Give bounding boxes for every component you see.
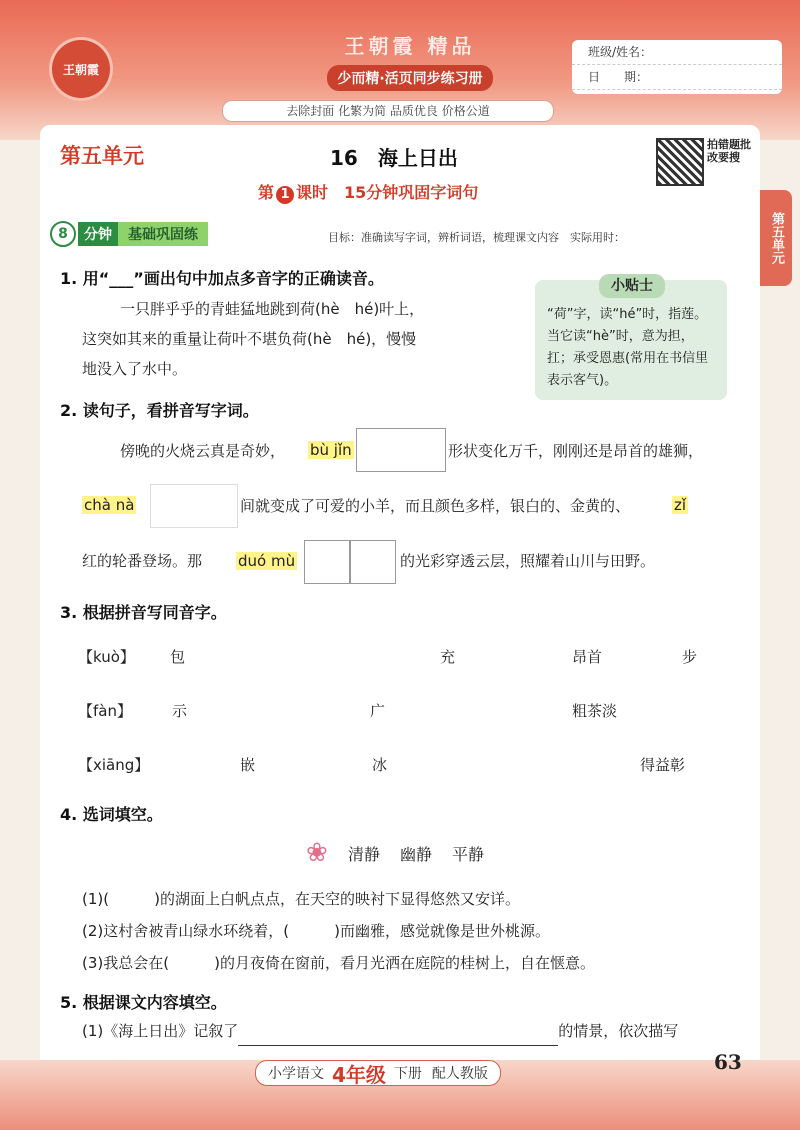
q3-pinyin-kuo: 【kuò】 [78,648,135,666]
q1-line-2: 这突如其来的重量让荷叶不堪负荷(hè hé)，慢慢 [82,330,417,348]
qr-code-icon[interactable] [656,138,704,186]
q2-line-2: 间就变成了可爱的小羊，而且颜色多样，银白的、金黄的、 [240,497,631,515]
q3-item: 得益彰 [640,756,686,774]
period-heading [258,180,478,204]
q3-item: 充 [440,648,456,666]
q3-item: 步 [682,648,698,666]
tip-box [535,280,727,400]
q3-item: 粗茶淡 [572,702,618,720]
qr-label: 拍错题批改要搜 [707,138,751,164]
q1-line-1: 一只胖乎乎的青蛙猛地跳到荷(hè hé)叶上， [120,300,425,318]
section-minutes-number: 8 [50,221,76,247]
answer-box-chana[interactable] [150,484,238,528]
q5-text-a: (1)《海上日出》记叙了 [82,1022,239,1040]
q3-item: 昂首 [572,648,603,666]
period-number: 1 [276,186,294,204]
pinyin-zi: zǐ [674,496,687,514]
q3-item: 冰 [372,756,388,774]
lotus-icon: ❀ [306,838,328,868]
word-option: 平静 [452,845,485,864]
side-unit-tab: 第五单元 [760,190,792,286]
q3-item: 包 [170,648,186,666]
brand-title: 王朝霞 精品 [344,34,476,58]
word-option: 幽静 [400,845,433,864]
brand-logo: 王朝霞 [52,40,110,98]
class-name-field[interactable]: 班级/姓名： [572,40,782,65]
q5-sentence-1 [82,1016,678,1046]
section-minutes-label: 分钟 [78,222,118,246]
q1-line-3: 地没入了水中。 [82,360,188,378]
brand-subtitle: 少而精·活页同步练习册 [327,65,492,91]
section-name: 基础巩固练 [118,222,208,246]
brand-block [280,30,540,91]
footer-grade: 4年级 [332,1062,386,1087]
goal-text: 目标：准确读写字词，辨析词语，梳理课文内容 实际用时： [328,231,625,244]
q2-line-3a: 红的轮番登场。那 [82,552,203,570]
date-field[interactable]: 日 期： [572,65,782,90]
q5-answer-line[interactable] [238,1027,558,1046]
question-5-title: 5. 根据课文内容填空。 [60,993,227,1012]
footer-term: 下册 [393,1066,422,1082]
q2-line-1a: 傍晚的火烧云真是奇妙， [120,442,286,460]
pinyin-bujin: bù jǐn [310,441,352,459]
question-3-title: 3. 根据拼音写同音字。 [60,603,227,622]
footer-label [255,1060,501,1086]
q3-item: 广 [370,702,386,720]
period-pre: 第 [258,183,275,202]
pinyin-chana: chà nà [84,496,135,514]
page-number: 63 [714,1050,742,1074]
q5-text-b: 的情景，依次描写 [558,1022,679,1040]
slogan: 去除封面 化繁为简 品质优良 价格公道 [222,100,554,122]
q3-item: 示 [172,702,188,720]
pinyin-duomu: duó mù [238,552,296,570]
footer-edition: 配人教版 [431,1066,488,1082]
tip-heading: 小贴士 [599,274,665,298]
q2-line-1b: 形状变化万千，刚刚还是昂首的雄狮， [448,442,704,460]
student-info-box [572,40,782,94]
q2-line-3b: 的光彩穿透云层，照耀着山川与田野。 [400,552,656,570]
answer-box-duo[interactable] [304,540,350,584]
section-badge [50,222,208,246]
q3-item: 嵌 [240,756,256,774]
question-4-title: 4. 选词填空。 [60,805,163,824]
tip-body: “荷”字，读“hé”时，指莲。当它读“hè”时，意为担，扛；承受恩惠(常用在书信里表示客气)。 [547,307,709,388]
unit-title: 第五单元 [60,144,144,168]
q3-pinyin-xiang: 【xiāng】 [78,756,150,774]
question-1-title: 1. 用“___”画出句中加点多音字的正确读音。 [60,269,384,288]
word-option: 清静 [348,845,381,864]
word-options [348,842,504,865]
q4-sentence-3: (3)我总会在( )的月夜倚在窗前，看月光洒在庭院的桂树上，自在惬意。 [82,954,595,972]
lesson-title: 16 海上日出 [330,146,458,170]
q4-sentence-1: (1)( )的湖面上白帆点点，在天空的映衬下显得悠然又安详。 [82,890,520,908]
answer-box-mu[interactable] [350,540,396,584]
answer-box-bujin[interactable] [356,428,446,472]
q4-sentence-2: (2)这村舍被青山绿水环绕着，( )而幽雅，感觉就像是世外桃源。 [82,922,550,940]
footer-subject: 小学语文 [268,1066,324,1082]
period-post: 课时 15分钟巩固字词句 [296,183,479,202]
q3-pinyin-fan: 【fàn】 [78,702,132,720]
question-2-title: 2. 读句子，看拼音写字词。 [60,401,259,420]
